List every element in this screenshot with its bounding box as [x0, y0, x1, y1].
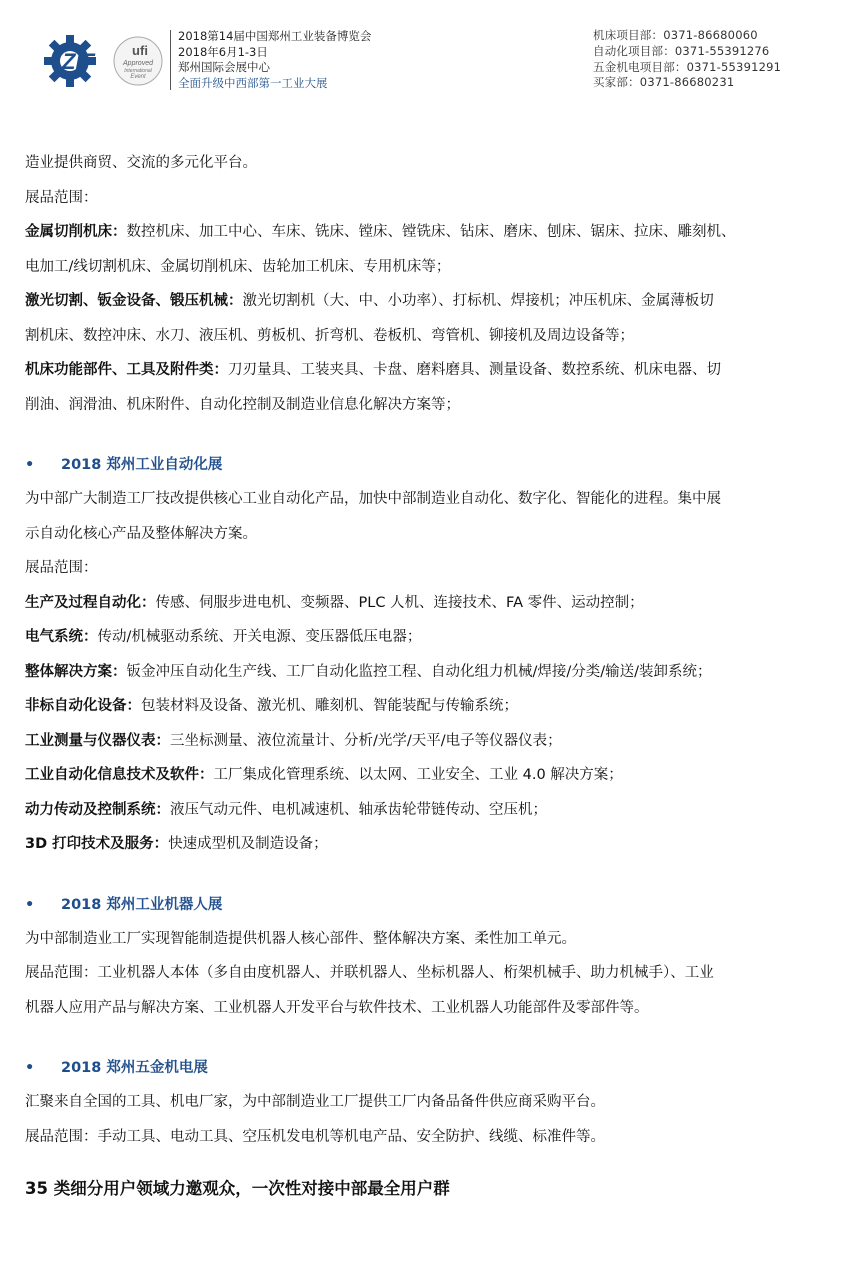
section2-item-electrical: 电气系统：传动/机械驱动系统、开关电源、变压器低压电器； [25, 629, 422, 645]
contact-automation: 自动化项目部：0371-55391276 [593, 43, 770, 58]
section2-item-3d-printing: 3D 打印技术及服务：快速成型机及制造设备； [25, 836, 328, 852]
contact-buyer: 买家部：0371-86680231 [593, 75, 735, 90]
contact-machine-tool: 机床项目部：0371-86680060 [593, 28, 758, 42]
section4-scope: 展品范围：手动工具、电动工具、空压机发电机等机电产品、安全防护、线缆、标准件等。 [25, 1128, 605, 1145]
section2-item-power-transmission: 动力传动及控制系统：液压气动元件、电机减速机、轴承齿轮带链传动、空压机； [25, 801, 547, 818]
section1-item-laser: 激光切割、钣金设备、锻压机械：激光切割机（大、中、小功率）、打标机、焊接机；冲压机床、金属薄板切 [25, 293, 714, 309]
expo-title: 2018第14届中国郑州工业装备博览会 [178, 29, 372, 43]
svg-text:Event: Event [130, 74, 146, 80]
section1-item-components-cont: 削油、润滑油、机床附件、自动化控制及制造业信息化解决方案等； [25, 396, 460, 413]
page-header [0, 0, 845, 110]
section2-scope-label: 展品范围： [25, 560, 98, 576]
section2-item-nonstandard: 非标自动化设备：包装材料及设备、激光机、雕刻机、智能装配与传输系统； [25, 698, 518, 714]
section4-heading: • 2018 郑州五金机电展 [25, 1051, 815, 1085]
section1-item-metal-cutting-cont: 电加工/线切割机床、金属切削机床、齿轮加工机床、专用机床等； [25, 258, 451, 275]
expo-date: 2018年6月1-3日 [178, 44, 268, 59]
section4-intro: 汇聚来自全国的工具、机电厂家，为中部制造业工厂提供工厂内备品备件供应商采购平台。 [25, 1094, 605, 1110]
zif-gear-logo-icon [44, 33, 114, 89]
section2-item-measurement: 工业测量与仪器仪表：三坐标测量、液位流量计、分析/光学/天平/电子等仪器仪表； [25, 732, 562, 749]
section2-item-it-software: 工业自动化信息技术及软件：工厂集成化管理系统、以太网、工业安全、工业 4.0 解决方案； [25, 767, 623, 783]
section1-item-metal-cutting: 金属切削机床：数控机床、加工中心、车床、铣床、镗床、镗铣床、钻床、磨床、刨床、锯床、拉床、雕刻机、 [25, 224, 736, 240]
svg-text:ufi: ufi [132, 43, 148, 58]
ufi-approved-event-logo-icon [112, 35, 164, 87]
section3-scope-line1: 展品范围：工业机器人本体（多自由度机器人、并联机器人、坐标机器人、桁架机械手、助力机械手）、工业 [25, 965, 714, 981]
section1-item-components: 机床功能部件、工具及附件类：刀刃量具、工装夹具、卡盘、磨料磨具、测量设备、数控系统、机床电器、切 [25, 362, 721, 378]
bullet-icon: • [25, 896, 35, 913]
expo-venue: 郑州国际会展中心 [178, 60, 270, 74]
section1-scope-label: 展品范围： [25, 189, 98, 206]
svg-text:International: International [124, 68, 152, 74]
document-body [25, 146, 815, 1206]
section1-item-laser-cont: 割机床、数控冲床、水刀、液压机、剪板机、折弯机、卷板机、弯管机、铆接机及周边设备等； [25, 327, 634, 344]
section2-item-solutions: 整体解决方案：钣金冲压自动化生产线、工厂自动化监控工程、自动化组力机械/焊接/分类/输送/装卸系统； [25, 663, 712, 680]
section3-intro: 为中部制造业工厂实现智能制造提供机器人核心部件、整体解决方案、柔性加工单元。 [25, 930, 576, 947]
section3-heading: • 2018 郑州工业机器人展 [25, 888, 815, 922]
bullet-icon: • [25, 457, 35, 473]
section1-intro-tail: 造业提供商贸、交流的多元化平台。 [25, 155, 257, 171]
section2-heading: • 2018 郑州工业自动化展 [25, 448, 815, 482]
section2-intro-line2: 示自动化核心产品及整体解决方案。 [25, 525, 257, 542]
section3-scope-line2: 机器人应用产品与解决方案、工业机器人开发平台与软件技术、工业机器人功能部件及零部件等。 [25, 999, 649, 1016]
bullet-icon: • [25, 1060, 35, 1076]
expo-slogan: 全面升级中西部第一工业大展 [178, 75, 328, 90]
header-divider [170, 30, 171, 90]
section2-intro-line1: 为中部广大制造工厂技改提供核心工业自动化产品，加快中部制造业自动化、数字化、智能化的进程。集中展 [25, 491, 721, 507]
contact-list [593, 28, 781, 91]
contact-hardware: 五金机电项目部：0371-55391291 [593, 59, 782, 74]
svg-text:Approved: Approved [123, 60, 153, 67]
zif-logo-text: ZIF [62, 49, 95, 74]
expo-info [178, 29, 371, 91]
section2-item-process-automation: 生产及过程自动化：传感、伺服步进电机、变频器、PLC 人机、连接技术、FA 零件、运动控制； [25, 594, 644, 611]
final-heading: 35 类细分用户领域力邀观众，一次性对接中部最全用户群 [25, 1179, 450, 1198]
